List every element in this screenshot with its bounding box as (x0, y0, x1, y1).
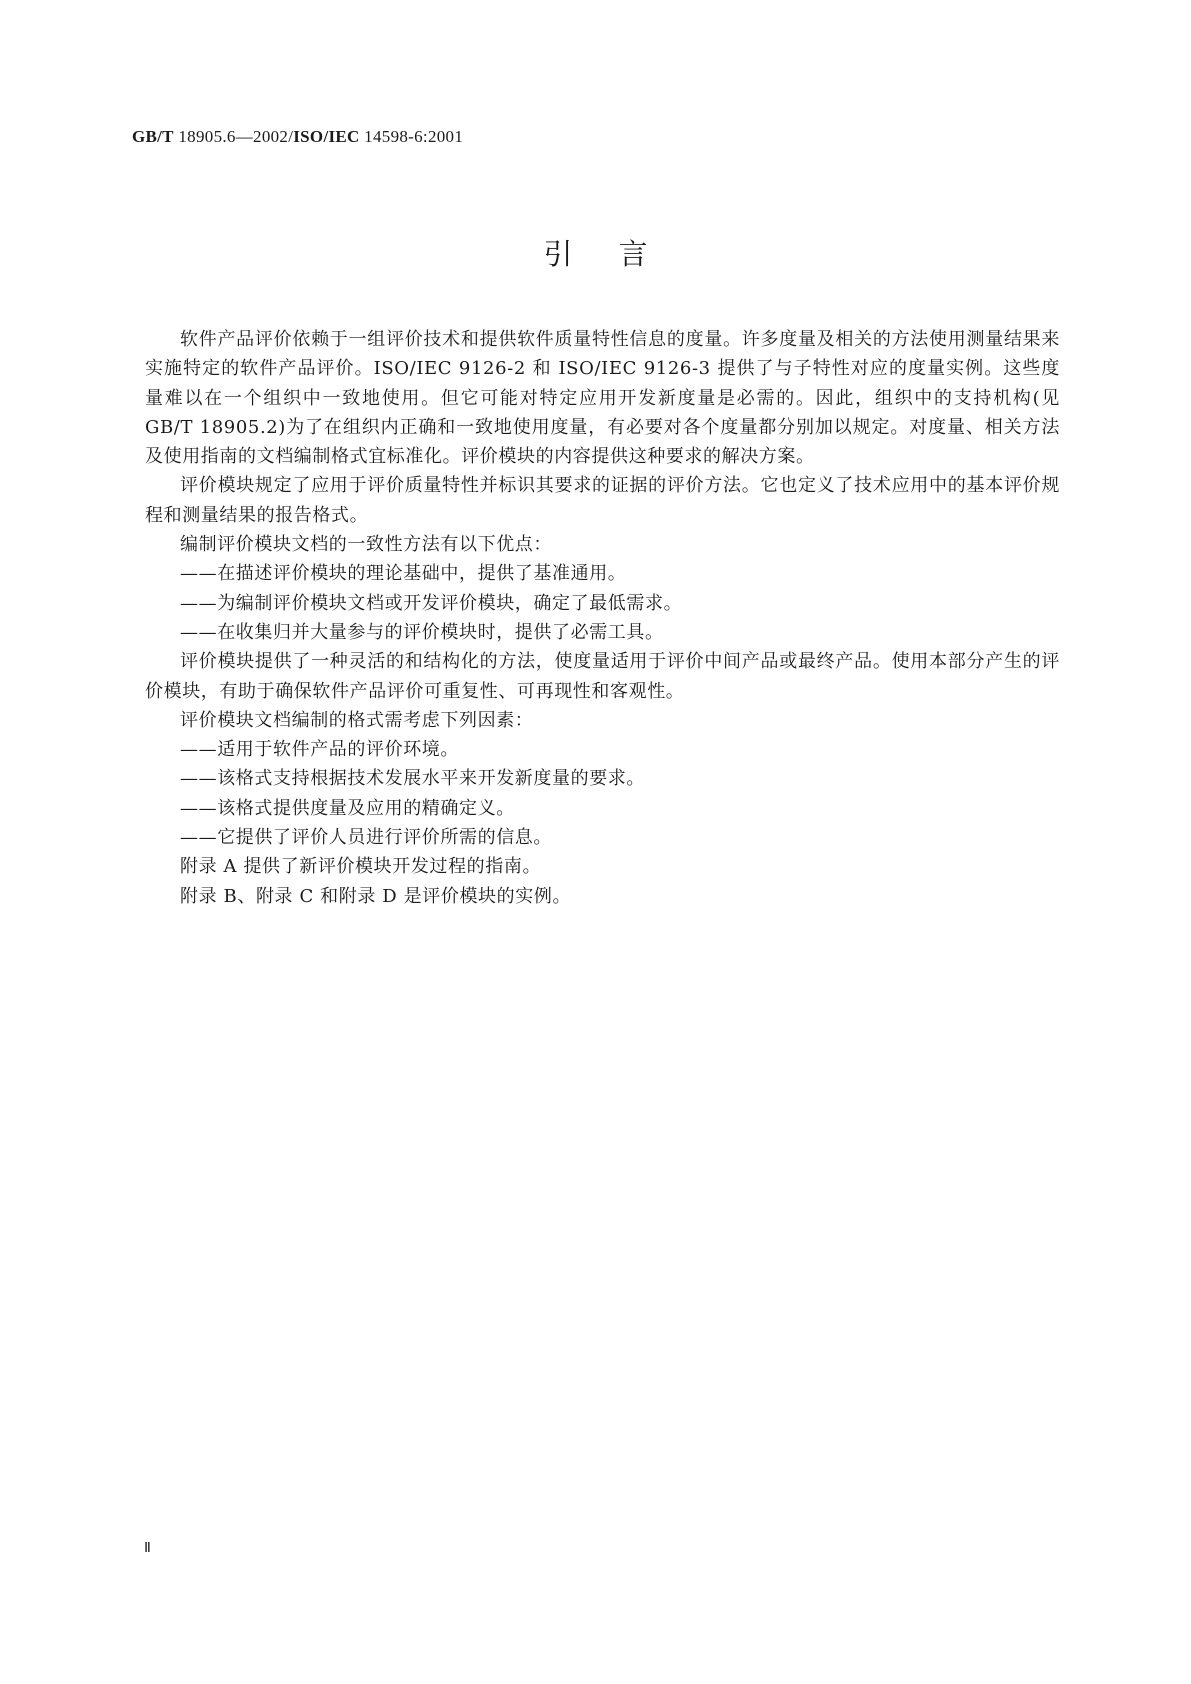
paragraph-1: 软件产品评价依赖于一组评价技术和提供软件质量特性信息的度量。许多度量及相关的方法使用测量结果来实施特定的软件产品评价。ISO/IEC 9126-2 和 ISO/IEC 9126-3 提供了与子特性对应的度量实例。这些度量难以在一个组织中一致地使用。但它可能对特定应用开发新度量是必需的。因此，组织中的支持机构(见 GB/T 18905.2)为了在组织内正确和一致地使用度量，有必要对各个度量都分别加以规定。对度量、相关方法及使用指南的文档编制格式宜标准化。评价模块的内容提供这种要求的解决方案。 (145, 329, 1060, 468)
list-item: ——它提供了评价人员进行评价所需的信息。 (180, 827, 552, 849)
iso-prefix: ISO/IEC (293, 127, 360, 146)
introduction-body (145, 325, 1060, 911)
std-prefix: GB/T (132, 127, 174, 146)
std-number: 18905.6—2002/ (173, 127, 294, 146)
paragraph-7: 附录 B、附录 C 和附录 D 是评价模块的实例。 (180, 885, 572, 907)
standard-identifier (132, 127, 463, 147)
list-item: ——在收集归并大量参与的评价模块时，提供了必需工具。 (180, 621, 664, 643)
list-item: ——适用于软件产品的评价环境。 (180, 739, 459, 761)
list-item: ——在描述评价模块的理论基础中，提供了基准通用。 (180, 563, 627, 585)
paragraph-2: 评价模块规定了应用于评价质量特性并标识其要求的证据的评价方法。它也定义了技术应用中的基本评价规程和测量结果的报告格式。 (145, 475, 1060, 526)
list-item: ——该格式提供度量及应用的精确定义。 (180, 797, 515, 819)
paragraph-4: 评价模块提供了一种灵活的和结构化的方法，使度量适用于评价中间产品或最终产品。使用本部分产生的评价模块，有助于确保软件产品评价可重复性、可再现性和客观性。 (145, 651, 1060, 702)
page-title: 引言 (543, 237, 694, 271)
paragraph-5: 评价模块文档编制的格式需考虑下列因素： (180, 709, 534, 731)
iso-number: 14598-6:2001 (359, 127, 464, 146)
paragraph-6: 附录 A 提供了新评价模块开发过程的指南。 (180, 856, 542, 878)
paragraph-3: 编制评价模块文档的一致性方法有以下优点： (180, 534, 552, 556)
list-item: ——该格式支持根据技术发展水平来开发新度量的要求。 (180, 768, 645, 790)
page-number: Ⅱ (144, 1541, 151, 1556)
list-item: ——为编制评价模块文档或开发评价模块，确定了最低需求。 (180, 592, 683, 614)
